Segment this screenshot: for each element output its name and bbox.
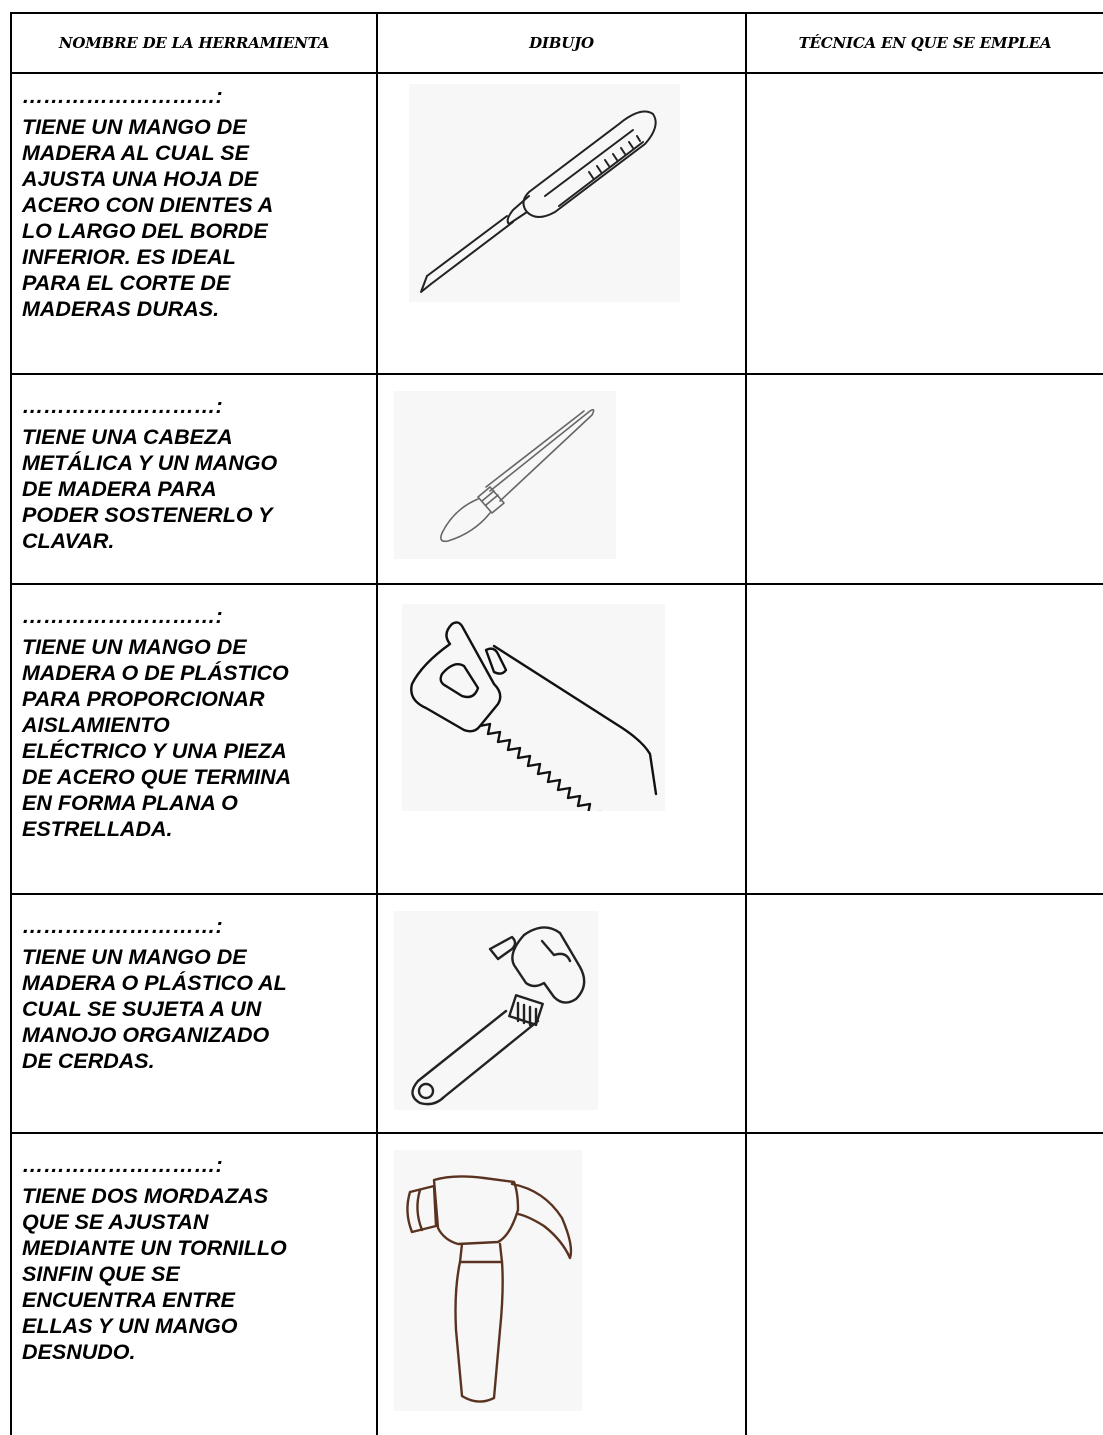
drawing-screwdriver <box>409 84 680 302</box>
technique-answer-3[interactable] <box>747 585 1103 893</box>
drawing-paintbrush <box>394 391 616 559</box>
blank-line-4[interactable]: ………………………: <box>22 914 223 938</box>
column-divider-1 <box>376 12 378 1435</box>
blank-line-2[interactable]: ………………………: <box>22 394 223 418</box>
technique-answer-2[interactable] <box>747 375 1103 583</box>
hammer-icon <box>394 1150 582 1411</box>
blank-line-1[interactable]: ………………………: <box>22 84 223 108</box>
header-technique: TÉCNICA EN QUE SE EMPLEA <box>798 34 1052 52</box>
blank-line-5[interactable]: ………………………: <box>22 1153 223 1177</box>
blank-line-3[interactable]: ………………………: <box>22 604 223 628</box>
drawing-adjustable-wrench <box>394 911 598 1110</box>
tool-description-3: TIENE UN MANGO DE MADERA O DE PLÁSTICO PARA PROPORCIONAR AISLAMIENTO ELÉCTRICO Y UNA PIEZA DE ACERO QUE TERMINA EN FORMA PLANA O ESTRELLADA. <box>22 635 292 841</box>
drawing-handsaw <box>402 604 665 811</box>
tool-description-5: TIENE DOS MORDAZAS QUE SE AJUSTAN MEDIANTE UN TORNILLO SINFIN QUE SE ENCUENTRA ENTRE ELLAS Y UN MANGO DESNUDO. <box>22 1184 287 1364</box>
screwdriver-icon <box>409 84 680 302</box>
header-tool-name: NOMBRE DE LA HERRAMIENTA <box>58 34 330 52</box>
technique-answer-4[interactable] <box>747 895 1103 1132</box>
table-border-left <box>10 12 12 1435</box>
drawing-hammer <box>394 1150 582 1411</box>
adjustable-wrench-icon <box>394 911 598 1110</box>
tool-description-1: TIENE UN MANGO DE MADERA AL CUAL SE AJUSTA UNA HOJA DE ACERO CON DIENTES A LO LARGO DEL BORDE INFERIOR. ES IDEAL PARA EL CORTE DE MADERAS DURAS. <box>22 115 274 321</box>
handsaw-icon <box>402 604 665 811</box>
technique-answer-1[interactable] <box>747 74 1103 373</box>
tool-description-4: TIENE UN MANGO DE MADERA O PLÁSTICO AL CUAL SE SUJETA A UN MANOJO ORGANIZADO DE CERDAS. <box>22 945 287 1073</box>
header-drawing: DIBUJO <box>529 34 594 52</box>
paintbrush-icon <box>394 391 616 559</box>
technique-answer-5[interactable] <box>747 1134 1103 1435</box>
tool-description-2: TIENE UNA CABEZA METÁLICA Y UN MANGO DE MADERA PARA PODER SOSTENERLO Y CLAVAR. <box>22 425 278 553</box>
